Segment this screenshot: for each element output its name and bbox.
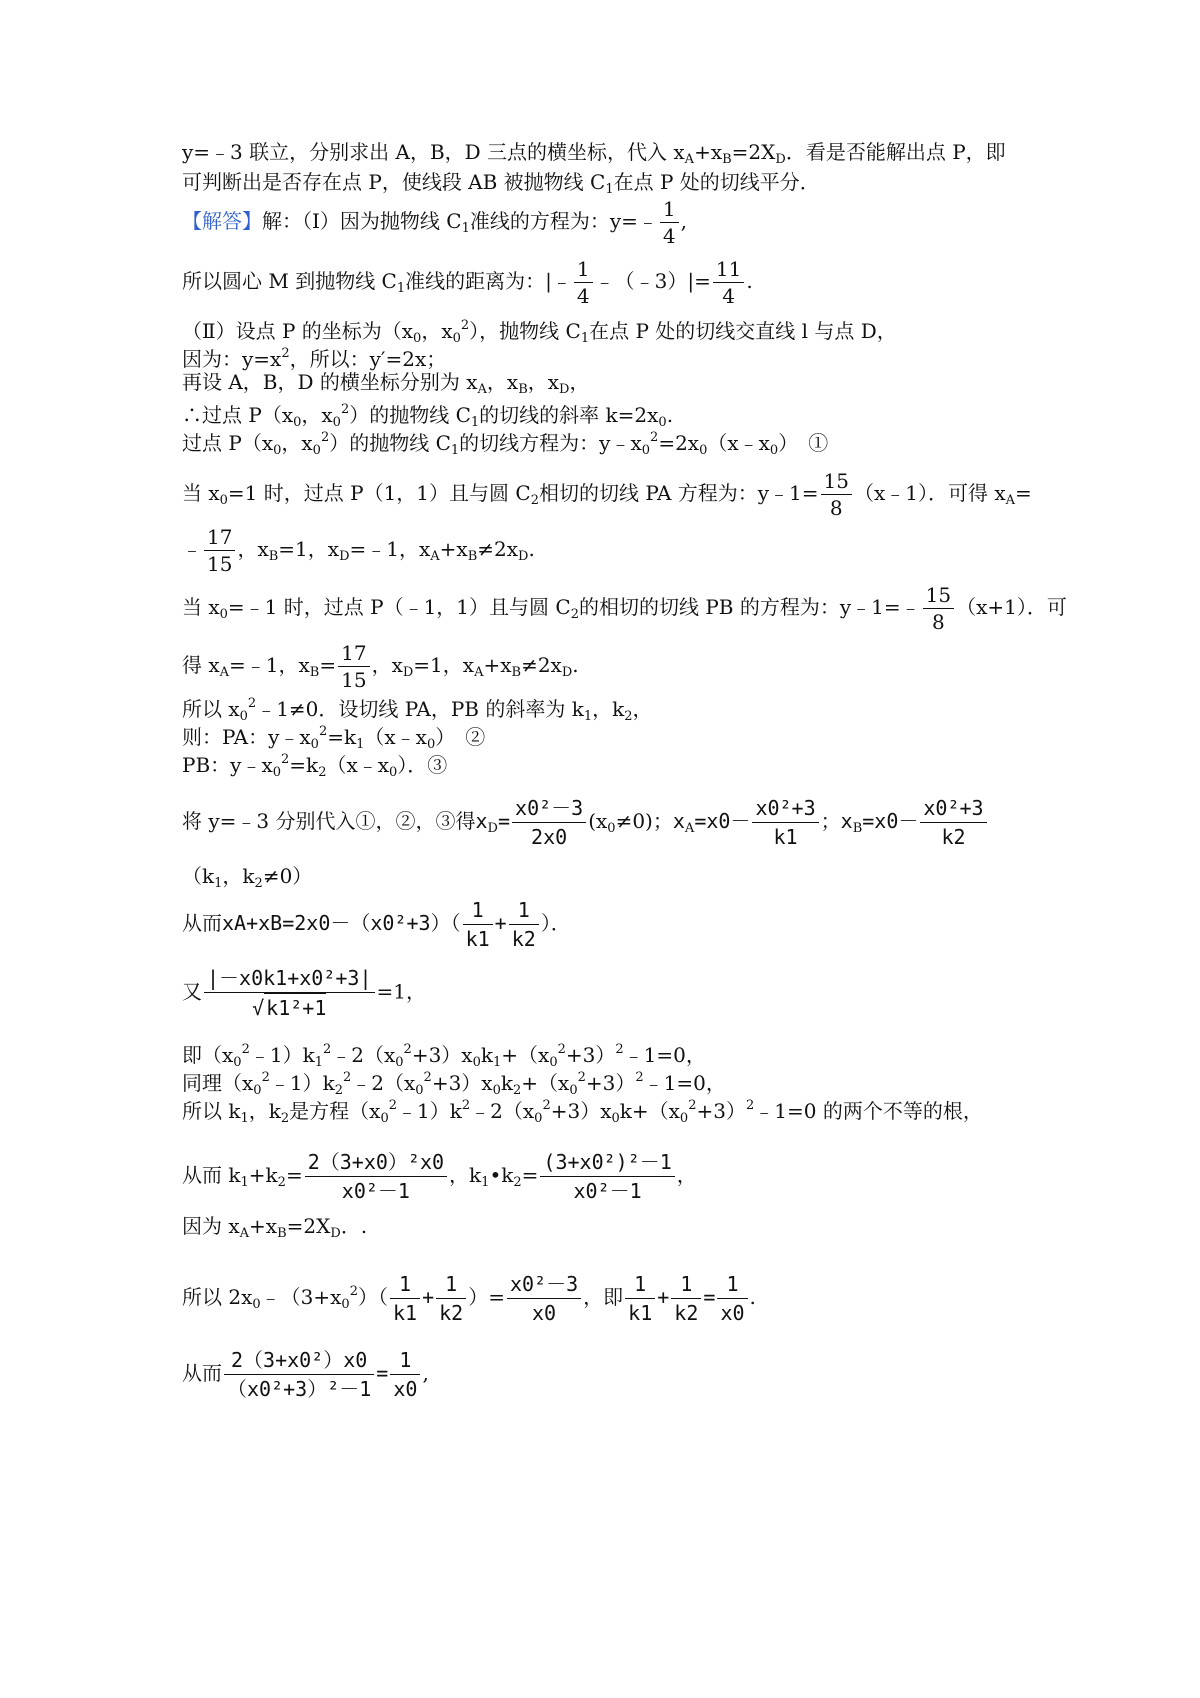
- text-line: 即$(x_0^2﹣1)k_1^2﹣2(x_0^2+3)x_0k_1+(x_0^2+3)^2﹣1=0$，: [182, 1042, 706, 1070]
- text-line: y=﹣3 联立，分别求出 A，B，D 三点的横坐标，代入 $x_A+x_B=2X_D$．看是否能解出点 P，即: [182, 140, 1006, 167]
- fraction: $\frac{1}{k1}$: [390, 1270, 420, 1327]
- fraction: $\frac{\text{(3+x0²)²－1}}{\text{x0²－1}}$: [540, 1148, 674, 1205]
- fraction: $\frac{1}{4}$: [660, 196, 679, 249]
- sqrt-sign: √: [252, 996, 265, 1020]
- text-line: 因为：$y=x^2$，所以：y′=2x；: [182, 346, 447, 371]
- text-line: 再设 A，B，D 的横坐标分别为 $x_A$，$x_B$，$x_D$，: [182, 370, 590, 397]
- text-line: 将 y=﹣3 分别代入①，②，③得$x_D=$ $\frac{\text{x0²－3}}{2x0}$ $(x_0\ne 0)$；$x_A=x0-$ $\frac{\text{x0²+3}}{k1}$ ；$x_B=x0-$ $\frac{\text{x0²+3}}{k2}$: [182, 794, 989, 851]
- solution-line: 【解答】解：（Ⅰ）因为抛物线 $C_1$准线的方程为：y=﹣ $\frac{1}{4}$ ,: [182, 197, 687, 248]
- text-line: 所以 $x_0^2﹣1\ne 0$．设切线 PA，PB 的斜率为 $k_1$，$k_2$，: [182, 696, 653, 724]
- fraction: $\frac{\text{x0²－3}}{2x0}$: [512, 794, 586, 851]
- fraction: $\frac{\text{|－x0k1+x0²+3|}}{\text{√ k1²+1}}$: [204, 964, 375, 1022]
- text-line: （Ⅱ）设点 P 的坐标为（$x_0$，$x_0^2$），抛物线 $C_1$在点 P 处的切线交直线 l 与点 D，: [182, 318, 897, 346]
- fraction: $\frac{1}{4}$: [574, 256, 593, 309]
- solution-tag: 【解答】: [182, 209, 262, 233]
- text-line: ∴过点 $P(x_0$，$x_0^2$）的抛物线 $C_1$的切线的斜率 $k=2x_0$.: [182, 402, 674, 430]
- text-line: 所以 $2x_0﹣(3+x_0^2)$（ $\frac{1}{k1}$ + $\frac{1}{k2}$ ）= $\frac{\text{x0²－3}}{x0}$ ，即 $\frac{1}{k1}$ + $\frac{1}{k2}$ = $\frac{1}{x0}$ .: [182, 1272, 756, 1325]
- fraction: $\frac{17}{15}$: [338, 640, 369, 693]
- text-line: （$k_1$，$k_2\ne 0$）: [182, 864, 313, 891]
- text-line: 当 $x_0=﹣1$ 时，过点 P（﹣1，1）且与圆 $C_2$的相切的切线 PB 的方程为：y﹣1=﹣ $\frac{15}{8}$ （x+1）．可: [182, 583, 1067, 634]
- text-line: 则：PA：$y﹣x_0^2=k_1(x﹣x_0)$ ②: [182, 724, 486, 752]
- fraction: $\frac{15}{8}$: [923, 582, 954, 635]
- text-line: 同理$(x_0^2﹣1)k_2^2﹣2(x_0^2+3)x_0k_2+(x_0^2+3)^2﹣1=0$，: [182, 1070, 726, 1098]
- fraction: $\frac{1}{k1}$: [463, 896, 493, 953]
- fraction: $\frac{1}{k2}$: [436, 1270, 466, 1327]
- text-line: 当 $x_0=1$ 时，过点 P（1，1）且与圆 $C_2$相切的切线 PA 方程为：y﹣1= $\frac{15}{8}$ （x﹣1）．可得 $x_A=$: [182, 469, 1032, 520]
- fraction: $\frac{17}{15}$: [204, 524, 235, 577]
- fraction: $\frac{1}{k2}$: [671, 1270, 701, 1327]
- text-line: 又 $\frac{\text{|－x0k1+x0²+3|}}{\text{√ k1²+1}}$ =1，: [182, 966, 426, 1020]
- text-line: 得 $x_A=﹣1$，$x_B=$ $\frac{17}{15}$ ，$x_D=1$，$x_A+x_B\ne 2x_D$.: [182, 641, 579, 692]
- text-line: 从而 $k_1+k_2=$ $\frac{\text{2（3+x0）²x0}}{\text{x0²－1}}$ ，$k_1•k_2=$ $\frac{\text{(3+x0²)²－1}}{\text{x0²－1}}$ ，: [182, 1150, 697, 1203]
- fraction: $\frac{15}{8}$: [821, 468, 852, 521]
- text-line: 可判断出是否存在点 P，使线段 AB 被抛物线 $C_1$在点 P 处的切线平分．: [182, 170, 820, 197]
- text-line: 所以圆心 M 到抛物线 $C_1$准线的距离为：|﹣ $\frac{1}{4}$ ﹣（﹣3）|= $\frac{11}{4}$ .: [182, 257, 753, 308]
- fraction: $\frac{1}{x0}$: [717, 1270, 747, 1327]
- text-line: 所以 $k_1$，$k_2$是方程$(x_0^2﹣1)k^2﹣2(x_0^2+3)x_0k+(x_0^2+3)^2﹣1=0$ 的两个不等的根，: [182, 1098, 983, 1126]
- text-line: ﹣ $\frac{17}{15}$ ，$x_B=1$，$x_D=﹣1$，$x_A+x_B\ne 2x_D$.: [182, 525, 535, 576]
- text-line: 过点 $P(x_0$，$x_0^2$）的抛物线 $C_1$的切线方程为：$y﹣x_0^2=2x_0(x﹣x_0)$ ①: [182, 430, 829, 458]
- text-line: 因为 $x_A+x_B=2X_D$．.: [182, 1214, 368, 1241]
- text-line: 从而 $\frac{\text{2（3+x0²）x0}}{\text{（x0²+3）²－1}}$ = $\frac{1}{x0}$ ,: [182, 1348, 429, 1401]
- fraction: $\frac{\text{2（3+x0）²x0}}{\text{x0²－1}}$: [305, 1148, 447, 1205]
- fraction: $\frac{1}{k1}$: [625, 1270, 655, 1327]
- text-line: 从而xA+xB=2x0－（x0²+3）（ $\frac{1}{k1}$ + $\frac{1}{k2}$ ）．: [182, 898, 571, 951]
- fraction: $\frac{\text{x0²+3}}{k1}$: [752, 794, 818, 851]
- fraction: $\frac{1}{k2}$: [509, 896, 539, 953]
- fraction: $\frac{1}{x0}$: [390, 1346, 420, 1403]
- fraction: $\frac{11}{4}$: [713, 256, 744, 309]
- text-line: PB：$y﹣x_0^2=k_2(x﹣x_0)$．③: [182, 752, 448, 780]
- fraction: $\frac{\text{2（3+x0²）x0}}{\text{（x0²+3）²－1}}$: [224, 1346, 374, 1403]
- fraction: $\frac{\text{x0²+3}}{k2}$: [920, 794, 986, 851]
- fraction: $\frac{\text{x0²－3}}{x0}$: [507, 1270, 581, 1327]
